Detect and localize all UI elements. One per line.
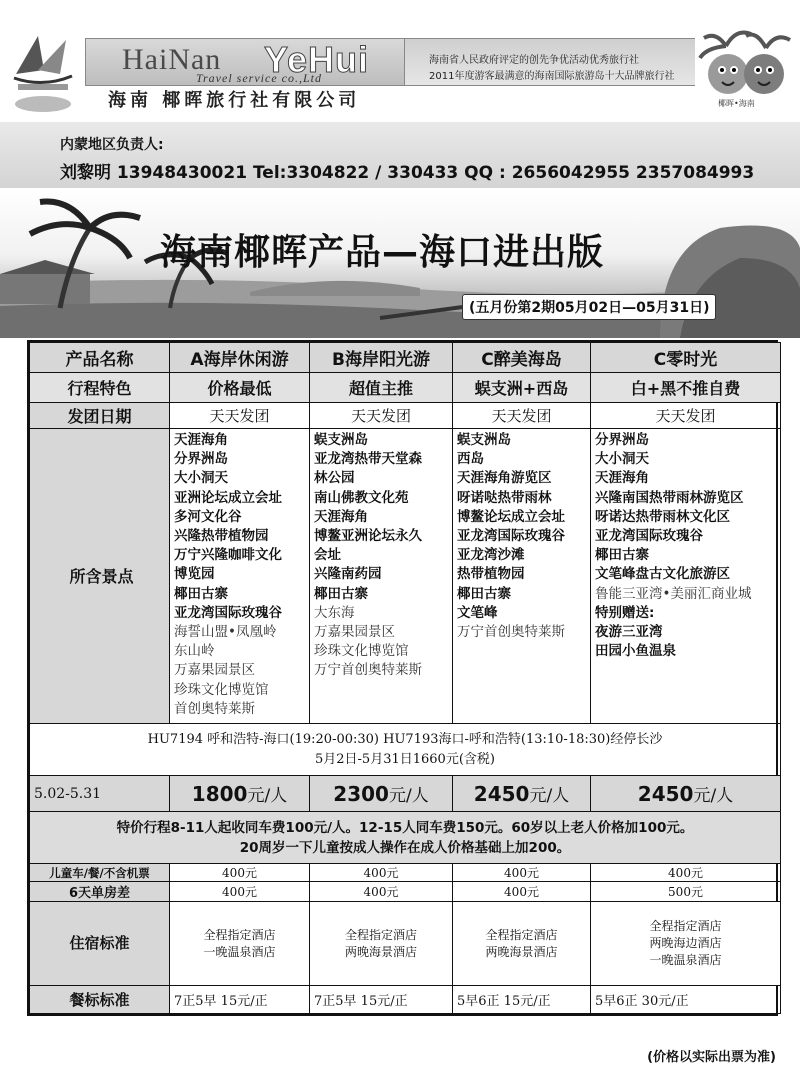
spot-item: 首创奥特莱斯: [174, 700, 255, 717]
product-name: B海岸阳光游: [310, 343, 453, 373]
single-room-price: 400元: [170, 882, 310, 902]
table-row: [30, 864, 781, 882]
spot-item: 兴隆南国热带雨林游览区: [595, 489, 744, 506]
spot-item: 呀诺达热带雨林文化区: [595, 508, 730, 525]
hotel-line: 全程指定酒店: [649, 919, 722, 934]
spot-item: 文笔峰盘古文化旅游区: [595, 566, 730, 583]
price-cell: [170, 776, 310, 812]
table-row: [30, 373, 781, 403]
table-row: [30, 403, 781, 429]
spot-item: 会址: [314, 547, 341, 564]
flight-line-2: 5月2日-5月31日1660元(含税): [315, 751, 495, 767]
departure-schedule: 天天发团: [170, 403, 310, 429]
hotel-line: 一晚温泉酒店: [203, 944, 276, 959]
row-label-product: 产品名称: [30, 343, 170, 373]
gift-item: 夜游三亚湾: [595, 624, 663, 641]
header: [0, 0, 800, 122]
contact-info: 刘黎明 13948430021 Tel:3304822 / 330433 QQ : 2656042955 2357084993: [60, 163, 755, 183]
product-feature: 超值主推: [310, 373, 453, 403]
meal-standard: 5早6正 15元/正: [453, 986, 591, 1014]
flight-line-1: HU7194 呼和浩特-海口(19:20-00:30) HU7193海口-呼和浩特(13:10-18:30)经停长沙: [147, 731, 663, 747]
price-unit: 元/人: [693, 786, 734, 807]
spot-item: 大东海: [314, 604, 355, 621]
single-room-price: 500元: [591, 882, 781, 902]
mascot-caption: 椰晖•海南: [718, 99, 755, 108]
hotel-standard: [591, 902, 781, 986]
spot-item: 大小洞天: [174, 470, 228, 487]
row-label-feature: 行程特色: [30, 373, 170, 403]
spot-item: 椰田古寨: [174, 585, 228, 602]
company-logo-icon: [8, 30, 78, 114]
spot-list: [591, 429, 781, 724]
row-label-meal: 餐标标准: [30, 986, 170, 1014]
spot-item: 蜈支洲岛: [457, 432, 511, 448]
hotel-standard: [170, 902, 310, 986]
spot-item: 多河文化谷: [174, 508, 242, 525]
spot-item: 天涯海角游览区: [457, 470, 552, 487]
departure-schedule: 天天发团: [310, 403, 453, 429]
note-line-1: 特价行程8-11人起收同车费100元/人。12-15人同车费150元。60岁以上老人价格加100元。: [116, 819, 694, 836]
price-cell: [453, 776, 591, 812]
hotel-line: 一晚温泉酒店: [649, 953, 722, 968]
spot-item: 天涯海角: [314, 508, 368, 525]
spot-item: 海誓山盟•凤凰岭: [174, 624, 277, 641]
child-price: 400元: [170, 864, 310, 882]
spot-item: 分界洲岛: [174, 451, 228, 468]
company-name: 海南 椰晖旅行社有限公司: [108, 90, 361, 111]
page-title: 海南椰晖产品—海口进出版: [160, 232, 605, 273]
spot-item: 东山岭: [174, 643, 215, 660]
spot-item: 博鳌亚洲论坛永久: [314, 528, 422, 545]
hotel-line: 两晚海景酒店: [485, 944, 558, 959]
price-unit: 元/人: [388, 786, 429, 807]
price-unit: 元/人: [529, 786, 570, 807]
flight-info: [30, 724, 781, 776]
period-badge: (五月份第2期05月02日—05月31日): [462, 294, 716, 320]
spot-item: 万宁兴隆咖啡文化: [174, 547, 282, 564]
spot-item: 亚龙湾国际玫瑰谷: [457, 528, 565, 545]
meal-standard: 7正5早 15元/正: [170, 986, 310, 1014]
row-label-spots: 所含景点: [30, 429, 170, 724]
product-table: [27, 340, 778, 1016]
spot-item: 万宁首创奥特莱斯: [314, 662, 422, 679]
spot-item: 分界洲岛: [595, 432, 649, 448]
price-disclaimer: (价格以实际出票为准): [647, 1050, 776, 1065]
price-period: 5.02-5.31: [30, 776, 170, 812]
spot-item: 万嘉果园景区: [174, 662, 255, 679]
child-price: 400元: [310, 864, 453, 882]
spot-item: 博鳌论坛成立会址: [457, 508, 565, 525]
spot-item: 热带植物园: [457, 566, 525, 583]
spot-item: 大小洞天: [595, 451, 649, 468]
spot-item: 珍珠文化博览馆: [314, 643, 409, 660]
price-unit: 元/人: [247, 786, 288, 807]
spot-item: 万宁首创奥特莱斯: [457, 624, 565, 641]
price-cell: [310, 776, 453, 812]
table-row: [30, 776, 781, 812]
price-value: 1800: [191, 782, 248, 807]
single-room-price: 400元: [310, 882, 453, 902]
award-text-2: 2011年度游客最满意的海南国际旅游岛十大品牌旅行社: [429, 71, 675, 82]
brand-yehui: YeHui: [264, 39, 370, 80]
row-label-departure: 发团日期: [30, 403, 170, 429]
brand-subtitle: Travel service co.,Ltd: [196, 71, 322, 85]
table-row: [30, 986, 781, 1014]
table-row: [30, 724, 781, 776]
spot-list: [453, 429, 591, 724]
hotel-line: 两晚海边酒店: [649, 936, 722, 951]
child-price: 400元: [591, 864, 781, 882]
departure-schedule: 天天发团: [591, 403, 781, 429]
spot-item: 兴隆南药园: [314, 566, 382, 583]
table-row: [30, 429, 781, 724]
contact-label: 内蒙地区负责人:: [60, 137, 164, 153]
table-row: [30, 812, 781, 864]
spot-item: 椰田古寨: [595, 547, 649, 564]
brand-hainan: HaiNan: [122, 43, 222, 76]
spot-item: 天涯海角: [174, 432, 228, 448]
hotel-line: 全程指定酒店: [203, 927, 276, 942]
row-label-single-room: 6天单房差: [30, 882, 170, 902]
spot-item: 呀诺哒热带雨林: [457, 489, 552, 506]
contact-panel: [0, 122, 800, 188]
hotel-line: 两晚海景酒店: [344, 944, 417, 959]
brand-banner: [85, 38, 405, 86]
gift-item: 田园小鱼温泉: [595, 643, 676, 660]
spot-item: 椰田古寨: [314, 585, 368, 602]
price-value: 2450: [637, 782, 694, 807]
award-text-1: 海南省人民政府评定的创先争优活动优秀旅行社: [429, 55, 639, 66]
row-label-child: 儿童车/餐/不含机票: [30, 864, 170, 882]
meal-standard: 5早6正 30元/正: [591, 986, 781, 1014]
note-line-2: 20周岁一下儿童按成人操作在成人价格基础上加200。: [239, 839, 571, 856]
table-row: [30, 902, 781, 986]
single-room-price: 400元: [453, 882, 591, 902]
spot-item: 西岛: [457, 451, 484, 468]
product-feature: 白+黑不推自费: [591, 373, 781, 403]
pricing-notes: [30, 812, 781, 864]
award-box: [405, 38, 695, 86]
spot-item: 亚龙湾沙滩: [457, 547, 525, 564]
spot-item: 亚龙湾国际玫瑰谷: [595, 528, 703, 545]
spot-item: 亚龙湾国际玫瑰谷: [174, 604, 282, 621]
product-feature: 价格最低: [170, 373, 310, 403]
hotel-standard: [453, 902, 591, 986]
spot-item: 鲁能三亚湾•美丽汇商业城: [595, 585, 752, 602]
price-value: 2300: [333, 782, 389, 807]
spot-item: 蜈支洲岛: [314, 432, 368, 448]
spot-item: 文笔峰: [457, 604, 498, 621]
table-row: [30, 882, 781, 902]
product-feature: 蜈支洲+西岛: [453, 373, 591, 403]
spot-item: 珍珠文化博览馆: [174, 681, 269, 698]
spot-item: 兴隆热带植物园: [174, 528, 269, 545]
hotel-line: 全程指定酒店: [485, 927, 558, 942]
spot-item: 林公园: [314, 470, 355, 487]
spot-item: 博览园: [174, 566, 215, 583]
child-price: 400元: [453, 864, 591, 882]
spot-item: 亚龙湾热带天堂森: [314, 451, 422, 468]
gift-label: 特别赠送:: [595, 604, 655, 621]
hotel-standard: [310, 902, 453, 986]
row-label-hotel: 住宿标准: [30, 902, 170, 986]
spot-list: [310, 429, 453, 724]
price-cell: [591, 776, 781, 812]
product-name: C零时光: [591, 343, 781, 373]
departure-schedule: 天天发团: [453, 403, 591, 429]
product-name: C醉美海岛: [453, 343, 591, 373]
hotel-line: 全程指定酒店: [344, 927, 417, 942]
spot-item: 万嘉果园景区: [314, 624, 395, 641]
table-row: [30, 343, 781, 373]
banner: [0, 188, 800, 338]
spot-item: 南山佛教文化苑: [314, 489, 409, 506]
spot-item: 椰田古寨: [457, 585, 511, 602]
product-name: A海岸休闲游: [170, 343, 310, 373]
meal-standard: 7正5早 15元/正: [310, 986, 453, 1014]
spot-item: 亚洲论坛成立会址: [174, 489, 282, 506]
spot-list: [170, 429, 310, 724]
price-value: 2450: [473, 782, 530, 807]
spot-item: 天涯海角: [595, 470, 649, 487]
